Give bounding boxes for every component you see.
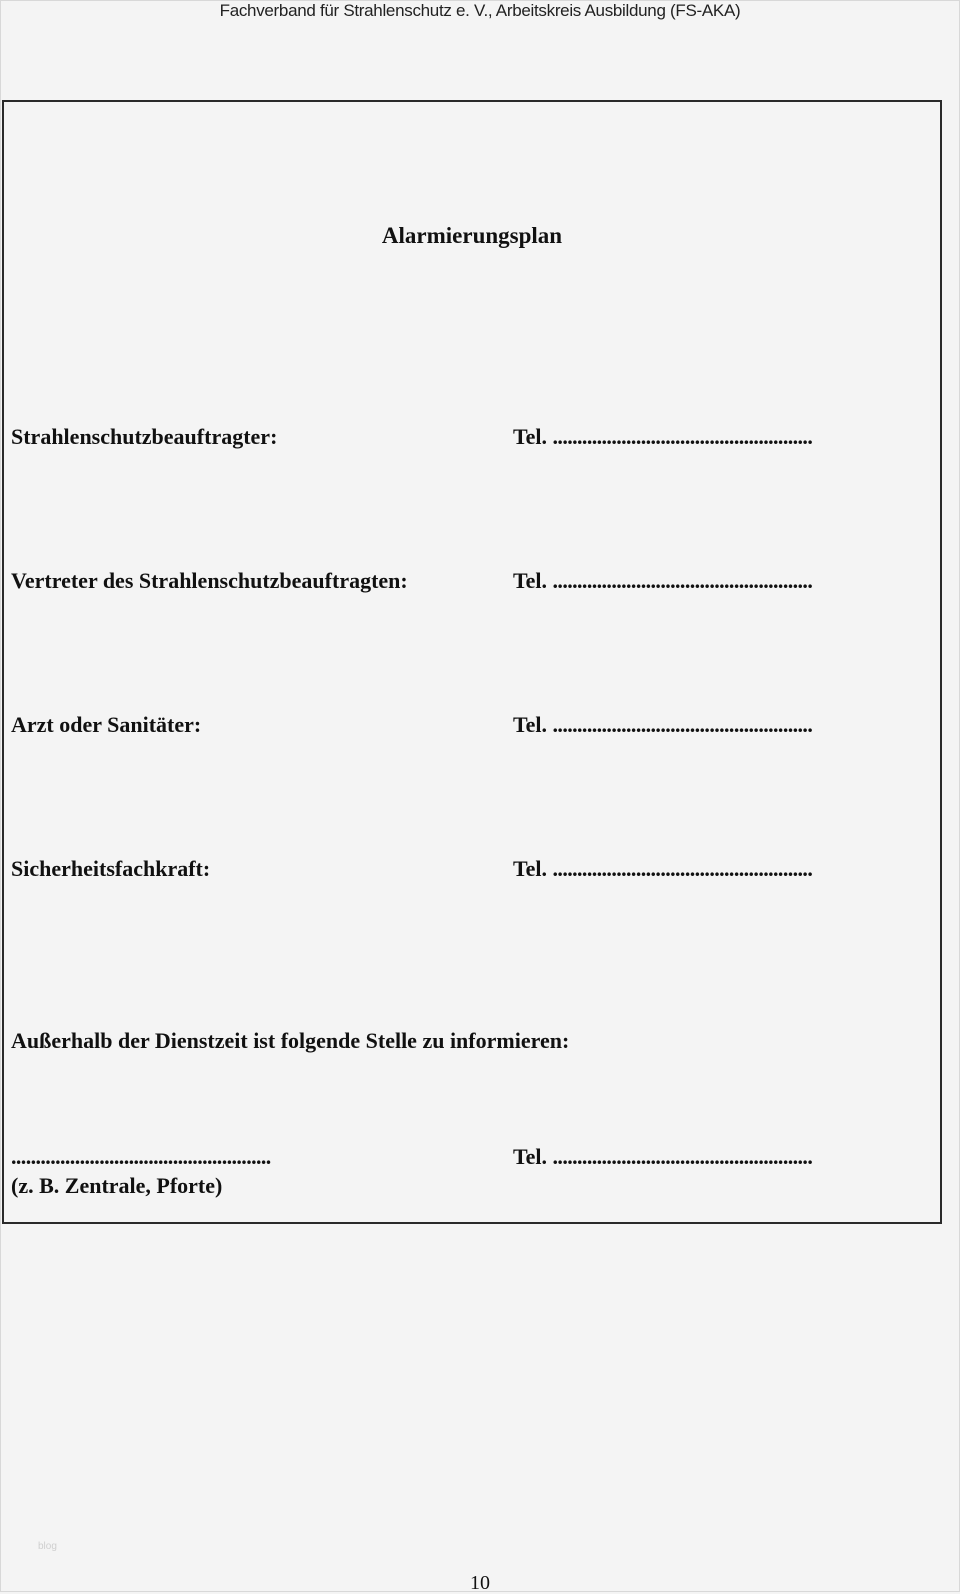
- contact-label-radiation-officer: Strahlenschutzbeauftragter:: [11, 424, 278, 449]
- contact-phone-deputy[interactable]: [513, 568, 812, 594]
- after-hours-place-field[interactable]: .....................................................: [11, 1144, 271, 1169]
- contact-phone-doctor[interactable]: [513, 712, 812, 738]
- document-title: Alarmierungsplan: [381, 223, 563, 248]
- tel-prefix: Tel.: [513, 856, 548, 881]
- tel-prefix: Tel.: [513, 1144, 548, 1169]
- after-hours-place-hint: (z. B. Zentrale, Pforte): [11, 1173, 223, 1198]
- after-hours-phone[interactable]: [513, 1144, 812, 1170]
- tel-prefix: Tel.: [513, 568, 548, 593]
- tel-field[interactable]: .....................................................: [552, 568, 813, 593]
- page-header: Fachverband für Strahlenschutz e. V., Arbeitskreis Ausbildung (FS-AKA): [219, 1, 741, 20]
- tel-prefix: Tel.: [513, 712, 548, 737]
- page-number: 10: [470, 1572, 490, 1594]
- tel-field[interactable]: .....................................................: [552, 1144, 813, 1169]
- tel-field[interactable]: .....................................................: [552, 712, 813, 737]
- contact-phone-safety-specialist[interactable]: [513, 856, 812, 882]
- tel-field[interactable]: .....................................................: [552, 424, 813, 449]
- tel-field[interactable]: .....................................................: [552, 856, 813, 881]
- after-hours-heading: Außerhalb der Dienstzeit ist folgende Stelle zu informieren:: [11, 1028, 570, 1053]
- alarm-plan-box: [2, 100, 942, 1224]
- tel-prefix: Tel.: [513, 424, 548, 449]
- watermark: blog: [38, 1541, 57, 1552]
- contact-label-doctor: Arzt oder Sanitäter:: [11, 712, 202, 737]
- contact-label-safety-specialist: Sicherheitsfachkraft:: [11, 856, 211, 881]
- contact-phone-radiation-officer[interactable]: [513, 424, 812, 450]
- contact-label-deputy: Vertreter des Strahlenschutzbeauftragten:: [11, 568, 408, 593]
